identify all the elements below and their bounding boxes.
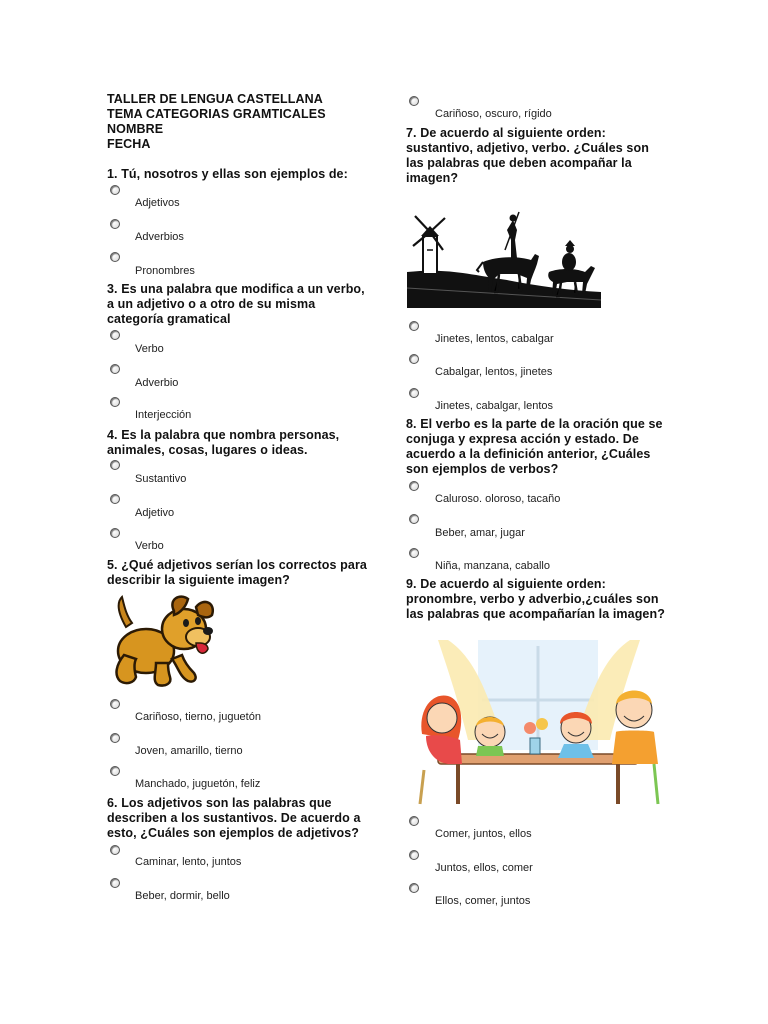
- question-5: 5. ¿Qué adjetivos serían los correctos para describir la siguiente imagen?: [107, 558, 367, 587]
- option-label: Beber, dormir, bello: [135, 890, 230, 902]
- radio-button-icon[interactable]: [409, 850, 419, 860]
- question-3: 3. Es una palabra que modifica a un verbo, a un adjetivo o a otro de su misma categoría gramatical: [107, 282, 365, 326]
- radio-button-icon[interactable]: [110, 330, 120, 340]
- radio-button-icon[interactable]: [110, 699, 120, 709]
- option-label: Ellos, comer, juntos: [435, 895, 531, 907]
- option-label: Manchado, juguetón, feliz: [135, 778, 261, 790]
- worksheet-title: TALLER DE LENGUA CASTELLANA: [107, 92, 323, 106]
- option-label: Cabalgar, lentos, jinetes: [435, 366, 553, 378]
- question-7: 7. De acuerdo al siguiente orden: sustantivo, adjetivo, verbo. ¿Cuáles son las palabras que deben acompañar la imagen?: [406, 126, 649, 185]
- name-label: NOMBRE: [107, 122, 164, 136]
- radio-button-icon[interactable]: [110, 845, 120, 855]
- radio-button-icon[interactable]: [110, 528, 120, 538]
- radio-button-icon[interactable]: [110, 397, 120, 407]
- option-label: Adverbios: [135, 231, 184, 243]
- radio-button-icon[interactable]: [409, 388, 419, 398]
- option-label: Juntos, ellos, comer: [435, 862, 533, 874]
- radio-button-icon[interactable]: [409, 321, 419, 331]
- option-label: Adjetivo: [135, 507, 175, 519]
- radio-button-icon[interactable]: [110, 766, 120, 776]
- radio-button-icon[interactable]: [409, 816, 419, 826]
- option-label: Jinetes, cabalgar, lentos: [435, 400, 554, 412]
- radio-button-icon[interactable]: [110, 878, 120, 888]
- option-label: Beber, amar, jugar: [435, 527, 525, 539]
- radio-button-icon[interactable]: [110, 219, 120, 229]
- option-label: Joven, amarillo, tierno: [135, 745, 243, 757]
- option-label: Verbo: [135, 343, 164, 355]
- option-label: Cariñoso, oscuro, rígido: [435, 108, 552, 120]
- option-label: Sustantivo: [135, 473, 187, 485]
- option-label: Interjección: [135, 409, 192, 421]
- cartoon-dog-illustration: [112, 593, 220, 693]
- radio-button-icon[interactable]: [110, 252, 120, 262]
- date-label: FECHA: [107, 137, 151, 151]
- option-label: Caminar, lento, juntos: [135, 856, 242, 868]
- option-label: Caluroso. oloroso, tacaño: [435, 493, 561, 505]
- option-label: Pronombres: [135, 265, 195, 277]
- option-label: Niña, manzana, caballo: [435, 560, 550, 572]
- radio-button-icon[interactable]: [409, 883, 419, 893]
- radio-button-icon[interactable]: [409, 548, 419, 558]
- question-8: 8. El verbo es la parte de la oración que se conjuga y expresa acción y estado. De acuerdo a la definición anterior, ¿Cuáles son ejemplos de verbos?: [406, 417, 663, 476]
- radio-button-icon[interactable]: [110, 364, 120, 374]
- radio-button-icon[interactable]: [409, 481, 419, 491]
- question-9: 9. De acuerdo al siguiente orden: pronombre, verbo y adverbio,¿cuáles son las palabras que acompañarían la imagen?: [406, 577, 665, 621]
- question-1: 1. Tú, nosotros y ellas son ejemplos de:: [107, 167, 348, 181]
- option-label: Cariñoso, tierno, juguetón: [135, 711, 261, 723]
- radio-button-icon[interactable]: [409, 514, 419, 524]
- radio-button-icon[interactable]: [110, 460, 120, 470]
- radio-button-icon[interactable]: [409, 354, 419, 364]
- option-label: Comer, juntos, ellos: [435, 828, 532, 840]
- option-label: Adjetivos: [135, 197, 180, 209]
- riders-silhouette-illustration: [407, 210, 601, 308]
- radio-button-icon[interactable]: [110, 185, 120, 195]
- radio-button-icon[interactable]: [409, 96, 419, 106]
- radio-button-icon[interactable]: [110, 733, 120, 743]
- question-6: 6. Los adjetivos son las palabras que describen a los sustantivos. De acuerdo a esto, ¿Cuáles son ejemplos de adjetivos?: [107, 796, 361, 840]
- question-4: 4. Es la palabra que nombra personas, animales, cosas, lugares o ideas.: [107, 428, 340, 457]
- option-label: Jinetes, lentos, cabalgar: [435, 333, 554, 345]
- option-label: Verbo: [135, 540, 164, 552]
- radio-button-icon[interactable]: [110, 494, 120, 504]
- family-dinner-illustration: [408, 640, 670, 808]
- option-label: Adverbio: [135, 377, 179, 389]
- worksheet-topic: TEMA CATEGORIAS GRAMTICALES: [107, 107, 326, 121]
